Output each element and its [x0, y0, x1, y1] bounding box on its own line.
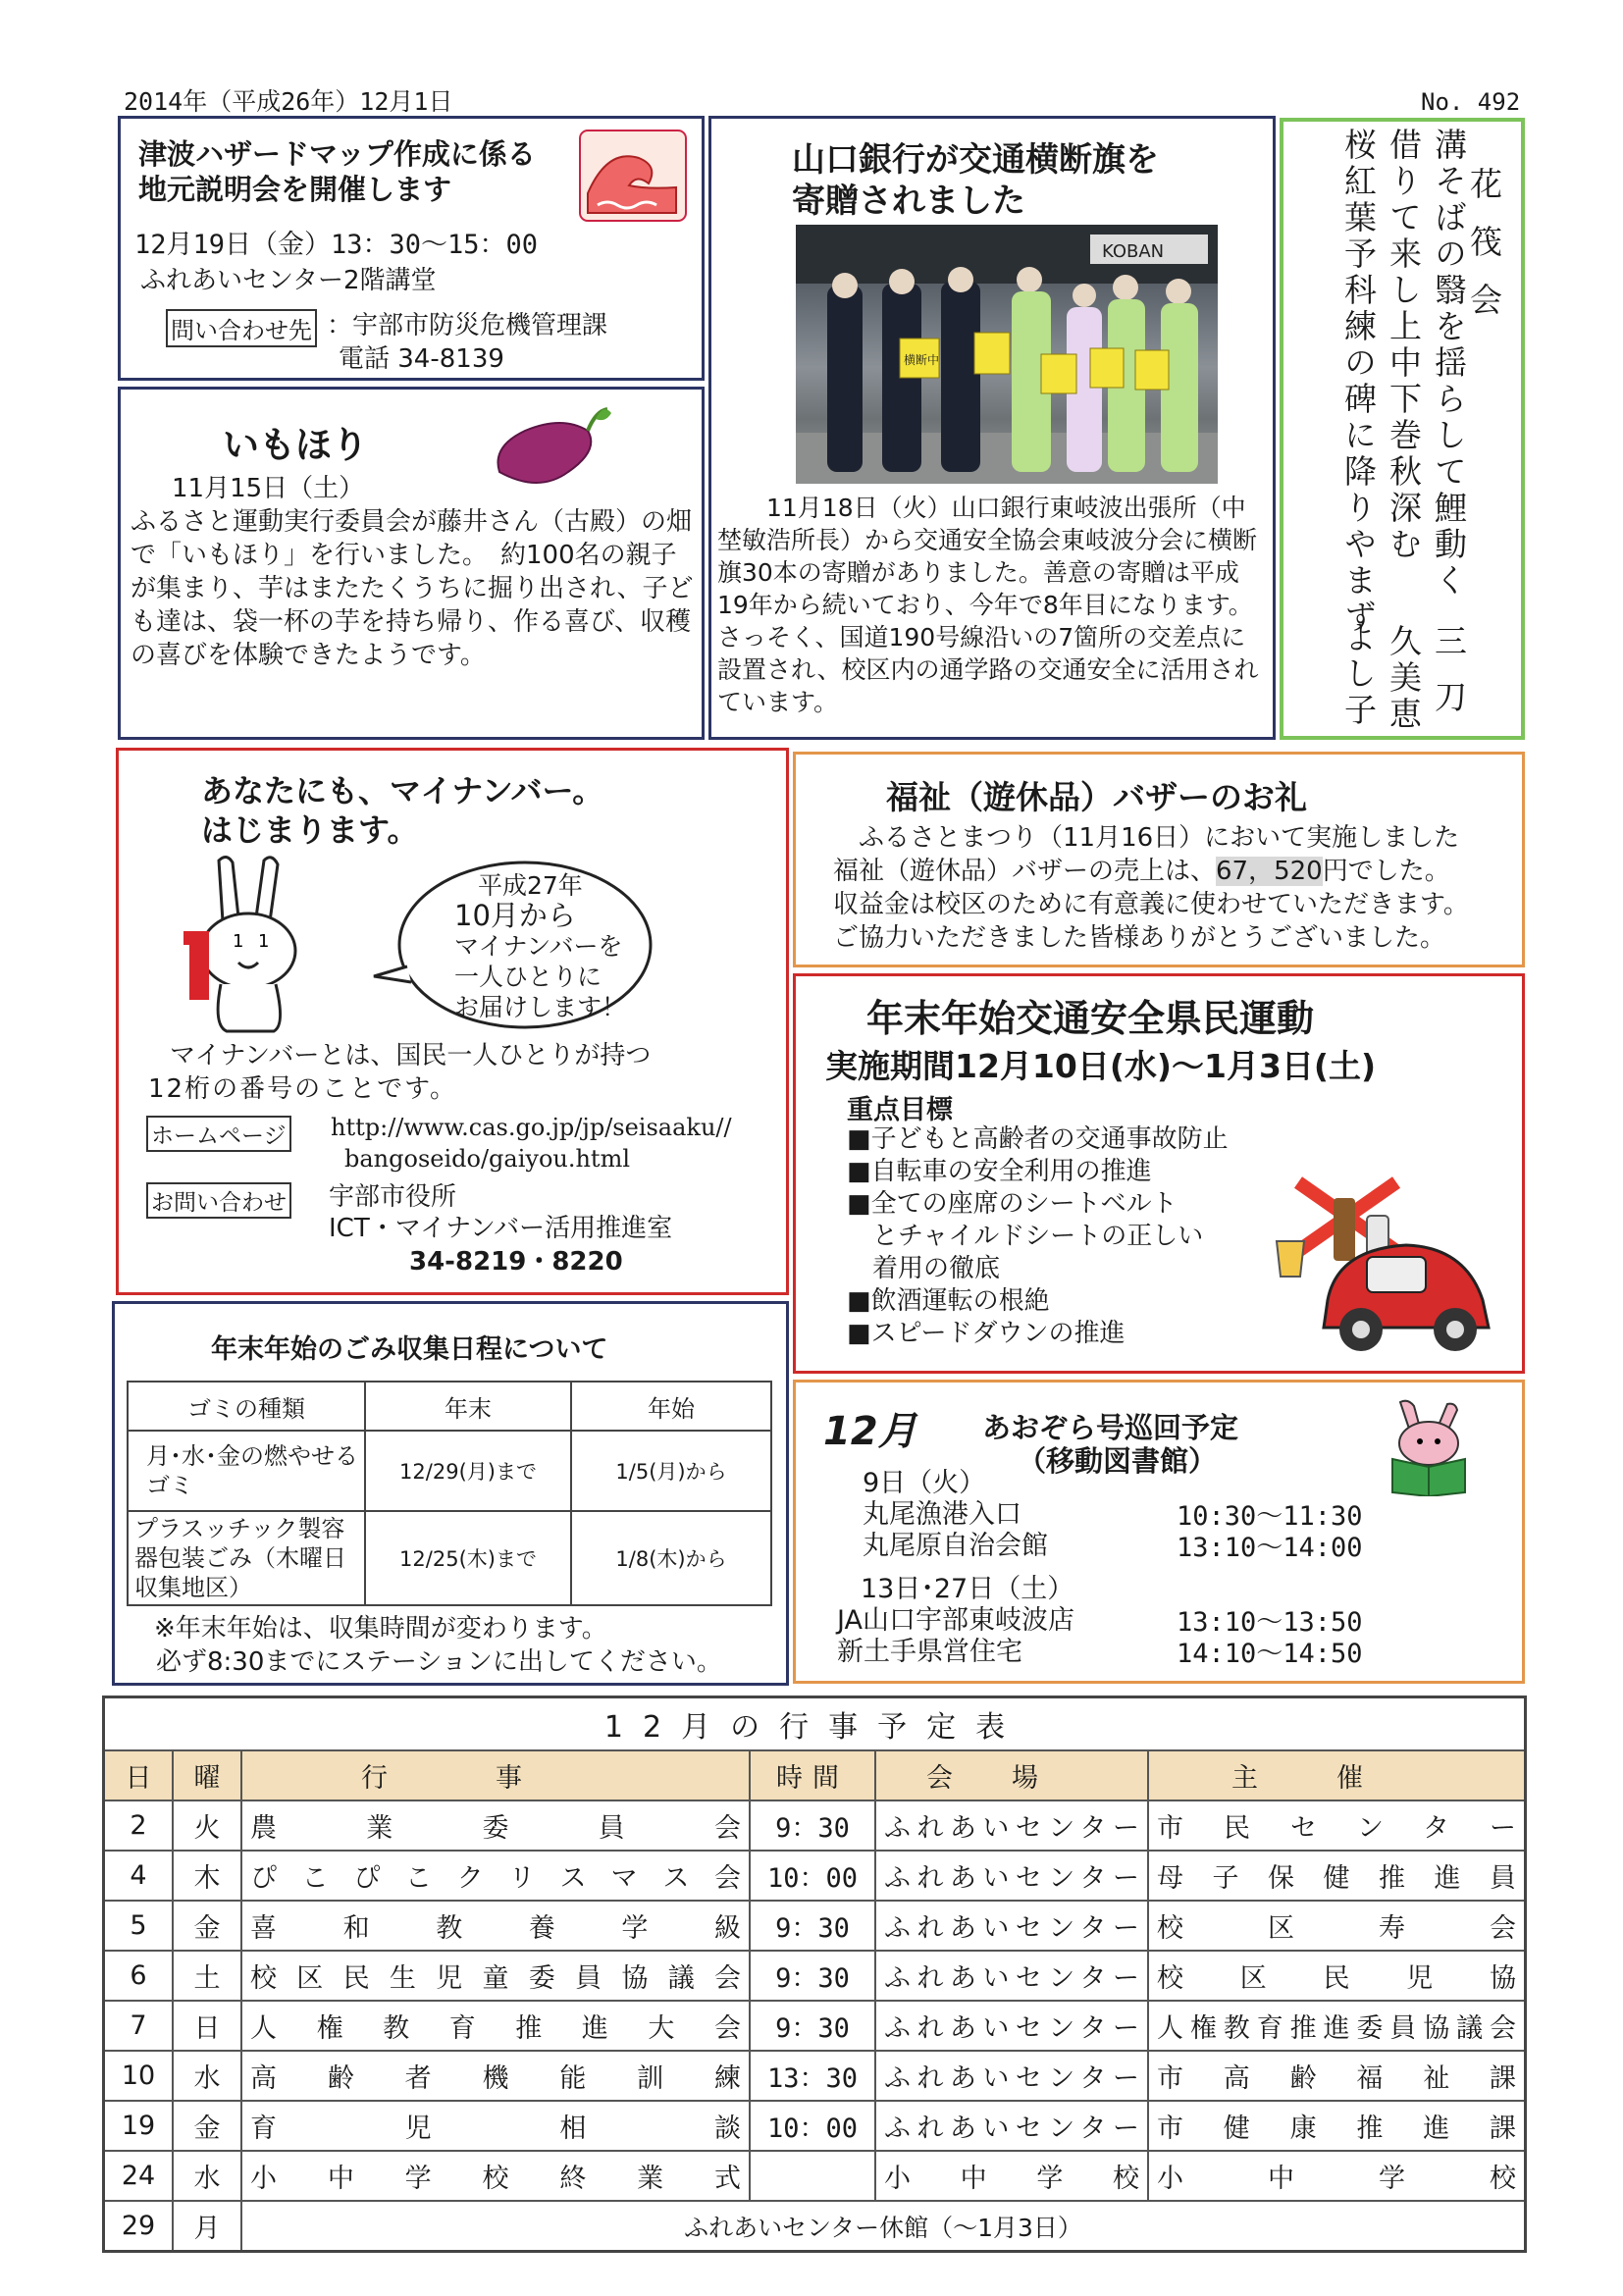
rabbit-mascot-icon	[183, 853, 311, 1039]
mynumber-title-line1: あなたにも、マイナンバー。	[201, 772, 604, 809]
event-day: 24	[104, 2151, 174, 2201]
library-date-1: 9日（火）	[863, 1468, 986, 1498]
event-venue: ふれあいセンター	[875, 2001, 1148, 2051]
library-title-line1: あおぞら号巡回予定	[982, 1411, 1239, 1444]
imohori-body: ふるさと運動実行委員会が藤井さん（古殿）の畑で「いもほり」を行いました。 約100名の親子が集まり、芋はまたたくうちに掘り出され、子ども達は、袋一杯の芋を持ち帰り、作る喜び、収穫の喜びを体験できたようです。	[131, 507, 694, 670]
bank-donation-photo	[796, 225, 1218, 484]
bazaar-line2-post: 円でした。	[1322, 857, 1450, 886]
event-host: 市高齢福祉課	[1148, 2051, 1526, 2101]
bazaar-title: 福祉（遊休品）バザーのお礼	[886, 778, 1307, 816]
garbage-start-cell: 1/8(木)から	[571, 1511, 771, 1605]
haiku-poem-3: 桜紅葉予科練の碑に降りやまず	[1339, 128, 1378, 636]
mynumber-hp-url-2[interactable]: bangoseido/gaiyou.html	[344, 1145, 631, 1173]
haiku-poet-1: 三刀	[1430, 624, 1468, 736]
event-dow: 水	[173, 2151, 241, 2201]
goal-item: ■スピードダウンの推進	[847, 1319, 1126, 1348]
imohori-title: いもほり	[223, 424, 368, 466]
mynumber-box	[116, 748, 789, 1295]
event-day: 6	[104, 1951, 174, 2001]
event-dow: 木	[173, 1851, 241, 1901]
garbage-note-1: ※年末年始は、収集時間が変わります。	[154, 1614, 607, 1644]
table-row	[104, 2151, 1526, 2201]
library-month: 12月	[823, 1409, 917, 1454]
library-date-2: 13日･27日（土）	[861, 1574, 1074, 1604]
library-stop-place: 丸尾漁港入口	[863, 1499, 1021, 1530]
garbage-schedule-box	[112, 1301, 789, 1686]
garbage-header-start: 年始	[571, 1382, 771, 1431]
bubble-line-3: マイナンバーを	[454, 932, 623, 961]
event-time: 10：00	[750, 1851, 875, 1901]
event-name: 小中学校終業式	[241, 2151, 750, 2201]
library-stop-place: 新土手県営住宅	[837, 1637, 1022, 1667]
traffic-period: 実施期間12月10日(水)～1月3日(土)	[825, 1047, 1377, 1085]
goal-item: ■全ての座席のシートベルト	[847, 1189, 1178, 1219]
event-time: 13：30	[750, 2051, 875, 2101]
bazaar-line2-pre: 福祉（遊休品）バザーの売上は、	[833, 857, 1217, 886]
mynumber-speech-bubble	[372, 859, 656, 1031]
issue-number: No. 492	[1421, 88, 1521, 116]
event-host: 小中学校	[1148, 2151, 1526, 2201]
event-venue: ふれあいセンター	[875, 1901, 1148, 1951]
tsunami-notice-box	[118, 116, 705, 381]
goal-item: とチャイルドシートの正しい	[847, 1222, 1204, 1251]
photo-flag-text: 横断中	[904, 353, 940, 367]
events-header-day: 日	[104, 1750, 174, 1800]
garbage-table	[127, 1381, 772, 1606]
events-header-time: 時間	[750, 1750, 875, 1800]
event-venue: 小中学校	[875, 2151, 1148, 2201]
imohori-box	[118, 387, 705, 740]
event-host: 人権教育推進委員協議会	[1148, 2001, 1526, 2051]
photo-sign: KOBAN	[1102, 241, 1165, 262]
haiku-poet-2: 久美恵	[1385, 624, 1423, 733]
mynumber-contact-org2: ICT・マイナンバー活用推進室	[329, 1214, 673, 1243]
bank-title-line1: 山口銀行が交通横断旗を	[792, 140, 1159, 180]
mynumber-desc-line2: 12桁の番号のことです。	[148, 1074, 458, 1104]
mynumber-contact-label: お問い合わせ	[146, 1182, 291, 1219]
event-host: 市健康推進課	[1148, 2101, 1526, 2151]
tsunami-contact-label: 問い合わせ先	[166, 309, 317, 347]
mynumber-title-line2: はじまります。	[201, 811, 419, 849]
event-time: 9：30	[750, 2001, 875, 2051]
imohori-date: 11月15日（土）	[172, 474, 365, 503]
event-host: 市民センター	[1148, 1800, 1526, 1851]
event-day: 19	[104, 2101, 174, 2151]
bubble-line-1: 平成27年	[478, 871, 583, 900]
event-venue: ふれあいセンター	[875, 2101, 1148, 2151]
event-day: 2	[104, 1800, 174, 1851]
events-header-venue: 会場	[875, 1750, 1148, 1800]
bazaar-line4: ご協力いただきました皆様ありがとうございました。	[833, 923, 1446, 953]
event-dow: 月	[173, 2201, 241, 2252]
traffic-safety-box	[793, 973, 1525, 1374]
event-time: 9：30	[750, 1901, 875, 1951]
event-closure-note: ふれあいセンター休館（～1月3日）	[241, 2201, 1526, 2252]
library-stop-place: 丸尾原自治会館	[863, 1531, 1048, 1561]
tsunami-contact-org: ：宇部市防災危機管理課	[327, 311, 608, 340]
garbage-type-cell: 月･水･金の燃やせるゴミ	[128, 1431, 365, 1511]
event-dow: 水	[173, 2051, 241, 2101]
bazaar-line3: 収益金は校区のために有意義に使わせていただきます。	[833, 890, 1469, 919]
table-row	[104, 2051, 1526, 2101]
garbage-title: 年末年始のごみ収集日程について	[211, 1334, 608, 1365]
tsunami-venue: ふれあいセンター2階講堂	[140, 266, 437, 295]
traffic-goals-list	[847, 1123, 1229, 1350]
library-stop-time: 14:10～14:50	[1177, 1639, 1363, 1669]
event-time	[750, 2151, 875, 2201]
tsunami-datetime: 12月19日（金）13：30～15：00	[134, 230, 539, 260]
svg-text:1: 1	[258, 931, 270, 952]
event-dow: 土	[173, 1951, 241, 2001]
library-stop-time: 13:10～14:00	[1177, 1533, 1363, 1563]
event-venue: ふれあいセンター	[875, 1851, 1148, 1901]
event-name: 農業委員会	[241, 1800, 750, 1851]
goal-item: ■自転車の安全利用の推進	[847, 1157, 1152, 1186]
bank-title-line2: 寄贈されました	[792, 182, 1025, 221]
event-venue: ふれあいセンター	[875, 1800, 1148, 1851]
event-name: 育児相談	[241, 2101, 750, 2151]
garbage-start-cell: 1/5(月)から	[571, 1431, 771, 1511]
mynumber-desc-line1: マイナンバーとは、国民一人ひとりが持つ	[170, 1041, 652, 1070]
table-row	[104, 2101, 1526, 2151]
bubble-line-4: 一人ひとりに	[454, 963, 602, 991]
event-day: 7	[104, 2001, 174, 2051]
mynumber-contact-tel: 34-8219・8220	[409, 1247, 623, 1277]
event-time: 9：30	[750, 1951, 875, 2001]
events-header-dow: 曜	[173, 1750, 241, 1800]
bubble-line-5: お届けします！	[454, 993, 627, 1021]
garbage-end-cell: 12/29(月)まで	[365, 1431, 571, 1511]
bazaar-box	[793, 752, 1525, 967]
event-dow: 火	[173, 1800, 241, 1851]
table-row	[104, 1800, 1526, 1851]
event-host: 校区民児協	[1148, 1951, 1526, 2001]
haiku-poet-3: よし子	[1339, 620, 1378, 729]
table-row	[128, 1511, 771, 1605]
event-name: 人権教育推進大会	[241, 2001, 750, 2051]
mynumber-hp-label: ホームページ	[146, 1116, 291, 1152]
tsunami-title-line1: 津波ハザードマップ作成に係る	[138, 137, 536, 171]
event-day: 10	[104, 2051, 174, 2101]
traffic-goals-title: 重点目標	[847, 1095, 953, 1125]
library-title-line2: （移動図書館）	[1018, 1444, 1218, 1478]
bazaar-line2	[833, 855, 1450, 888]
event-venue: ふれあいセンター	[875, 1951, 1148, 2001]
goal-item: 着用の徹底	[847, 1254, 1001, 1283]
library-stop-time: 10:30～11:30	[1177, 1501, 1363, 1532]
issue-date: 2014年（平成26年）12月1日	[124, 87, 453, 116]
event-host: 校区寿会	[1148, 1901, 1526, 1951]
haiku-box	[1280, 118, 1525, 740]
mynumber-contact-org1: 宇部市役所	[329, 1182, 457, 1212]
event-day: 29	[104, 2201, 174, 2252]
event-day: 5	[104, 1901, 174, 1951]
bank-donation-box	[708, 116, 1276, 740]
event-name: ぴこぴこクリスマス会	[241, 1851, 750, 1901]
event-dow: 金	[173, 2101, 241, 2151]
tsunami-contact-tel: 電話 34-8139	[339, 344, 504, 374]
event-day: 4	[104, 1851, 174, 1901]
events-title: 12月の行事予定表	[104, 1697, 1526, 1751]
event-venue: ふれあいセンター	[875, 2051, 1148, 2101]
library-stop-place: JA山口宇部東岐波店	[837, 1605, 1074, 1636]
library-stop-time: 13:10～13:50	[1177, 1607, 1363, 1638]
goal-item: ■飲酒運転の根絶	[847, 1286, 1050, 1316]
garbage-type-cell: プラスッチック製容器包装ごみ（木曜日収集地区）	[128, 1511, 365, 1605]
haiku-poem-1: 溝そばの翳を揺らして鯉動く	[1430, 128, 1468, 600]
bazaar-line1: ふるさとまつり（11月16日）において実施しました	[859, 823, 1460, 853]
garbage-end-cell: 12/25(木)まで	[365, 1511, 571, 1605]
event-name: 校区民生児童委員協議会	[241, 1951, 750, 2001]
table-row	[104, 2201, 1526, 2252]
sweet-potato-icon	[486, 401, 613, 503]
traffic-title: 年末年始交通安全県民運動	[866, 997, 1315, 1040]
table-row	[104, 2001, 1526, 2051]
haiku-club: 花筏会	[1465, 167, 1503, 340]
garbage-header-end: 年末	[365, 1382, 571, 1431]
bank-body: 11月18日（火）山口銀行東岐波出張所（中埜敏浩所長）から交通安全協会東岐波分会に横断旗30本の寄贈がありました。善意の寄贈は平成19年から続いており、今年で8年目になります。さっそく、国道190号線沿いの7箇所の交差点に設置され、校区内の通学路の交通安全に活用されています。	[717, 494, 1259, 716]
mobile-library-box	[793, 1380, 1525, 1684]
table-row	[104, 1951, 1526, 2001]
event-time: 9：30	[750, 1800, 875, 1851]
garbage-note-2: 必ず8:30までにステーションに出してください。	[156, 1647, 722, 1677]
event-host: 母子保健推進員	[1148, 1851, 1526, 1901]
no-drunk-driving-icon	[1269, 1163, 1504, 1359]
event-name: 高齢者機能訓練	[241, 2051, 750, 2101]
events-table	[102, 1696, 1527, 2253]
tsunami-title-line2: 地元説明会を開催します	[138, 173, 452, 206]
bazaar-amount: 67，520	[1216, 857, 1323, 886]
garbage-header-type: ゴミの種類	[128, 1382, 365, 1431]
events-header-host: 主催	[1148, 1750, 1526, 1800]
event-dow: 日	[173, 2001, 241, 2051]
goal-item: ■子どもと高齢者の交通事故防止	[847, 1124, 1229, 1154]
bubble-line-2: 10月から	[454, 899, 576, 932]
mynumber-hp-url-1[interactable]: http://www.cas.go.jp/jp/seisaaku//	[331, 1114, 732, 1141]
event-dow: 金	[173, 1901, 241, 1951]
rabbit-reading-icon	[1375, 1398, 1483, 1496]
table-row	[104, 1851, 1526, 1901]
event-time: 10：00	[750, 2101, 875, 2151]
svg-text:1: 1	[233, 931, 244, 952]
haiku-poem-2: 借りて来し上中下巻秋深む	[1385, 128, 1423, 563]
table-row	[104, 1901, 1526, 1951]
wave-icon	[578, 129, 688, 223]
events-header-event: 行事	[241, 1750, 750, 1800]
event-name: 喜和教養学級	[241, 1901, 750, 1951]
table-row	[128, 1431, 771, 1511]
